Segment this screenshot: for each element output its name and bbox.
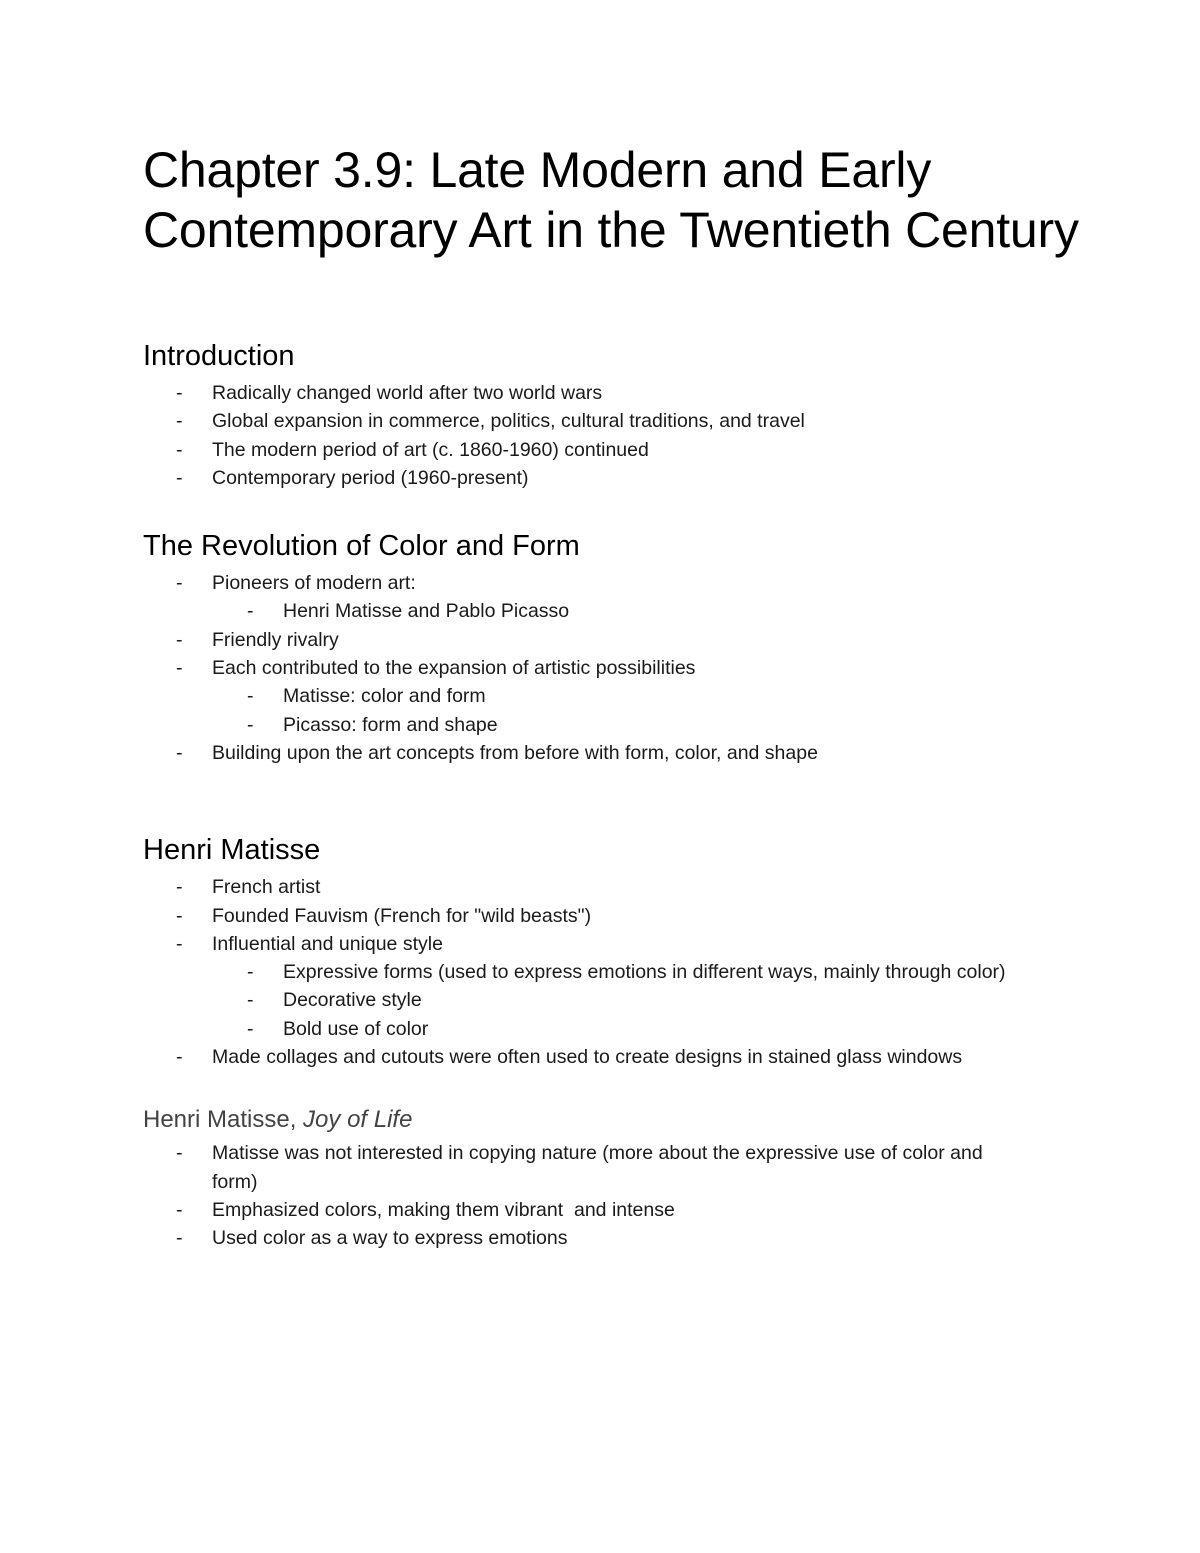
list-item: - The modern period of art (c. 1860-1960) continued (143, 436, 1103, 464)
bullet-dash: - (247, 1017, 254, 1040)
list-item: - French artist (143, 873, 1103, 901)
list-subitem: - Decorative style (143, 986, 1103, 1014)
section-heading-introduction: Introduction (143, 340, 295, 372)
list-item: - Radically changed world after two world wars (143, 379, 1103, 407)
list-subitem: - Expressive forms (used to express emotions in different ways, mainly through color) (143, 958, 1103, 986)
bullet-dash: - (176, 1046, 183, 1069)
introduction-list (143, 379, 1103, 492)
bullet-dash: - (247, 600, 254, 623)
list-item: - Influential and unique style (143, 930, 1103, 958)
list-item: - Founded Fauvism (French for "wild beasts") (143, 902, 1103, 930)
bullet-dash: - (176, 628, 183, 651)
bullet-dash: - (176, 1198, 183, 1221)
joy-of-life-list (143, 1139, 1103, 1252)
bullet-dash: - (247, 961, 254, 984)
heading-artwork-title: Joy of Life (303, 1106, 413, 1134)
bullet-dash: - (176, 466, 183, 489)
list-subitem: - Matisse: color and form (143, 682, 1103, 710)
page-title: Chapter 3.9: Late Modern and Early Contemporary Art in the Twentieth Century (143, 142, 1079, 258)
bullet-dash: - (176, 904, 183, 927)
list-subitem: - Bold use of color (143, 1015, 1103, 1043)
list-item: - Global expansion in commerce, politics, cultural traditions, and travel (143, 407, 1103, 435)
list-item: - Friendly rivalry (143, 626, 1103, 654)
list-item: - Used color as a way to express emotions (143, 1224, 1103, 1252)
revolution-list (143, 569, 1103, 767)
bullet-dash: - (176, 876, 183, 899)
section-heading-revolution: The Revolution of Color and Form (143, 530, 580, 563)
bullet-dash: - (176, 438, 183, 461)
bullet-dash: - (176, 572, 183, 595)
list-item: - Contemporary period (1960-present) (143, 464, 1103, 492)
bullet-dash: - (176, 932, 183, 955)
heading-artist-name: Henri Matisse, (143, 1106, 304, 1134)
list-item: - Emphasized colors, making them vibrant and intense (143, 1196, 1103, 1224)
list-item: - Each contributed to the expansion of artistic possibilities (143, 654, 1103, 682)
section-heading-henri-matisse: Henri Matisse (143, 834, 321, 867)
list-subitem: - Henri Matisse and Pablo Picasso (143, 597, 1103, 625)
bullet-dash: - (247, 713, 254, 736)
document-page (143, 140, 1103, 1253)
bullet-dash: - (247, 989, 254, 1012)
list-subitem: - Picasso: form and shape (143, 711, 1103, 739)
list-item: - Made collages and cutouts were often used to create designs in stained glass windows (143, 1043, 1103, 1071)
list-item: - Building upon the art concepts from before with form, color, and shape (143, 739, 1103, 767)
bullet-dash: - (176, 657, 183, 680)
list-item: - Pioneers of modern art: (143, 569, 1103, 597)
list-item: - Matisse was not interested in copying nature (more about the expressive use of color and form) (143, 1139, 1103, 1196)
matisse-list (143, 873, 1103, 1071)
bullet-dash: - (176, 410, 183, 433)
subsection-heading-joy-of-life (143, 1105, 1103, 1135)
bullet-dash: - (176, 382, 183, 404)
bullet-dash: - (176, 1227, 183, 1250)
bullet-dash: - (247, 685, 254, 708)
bullet-dash: - (176, 741, 183, 764)
bullet-dash: - (176, 1142, 183, 1165)
